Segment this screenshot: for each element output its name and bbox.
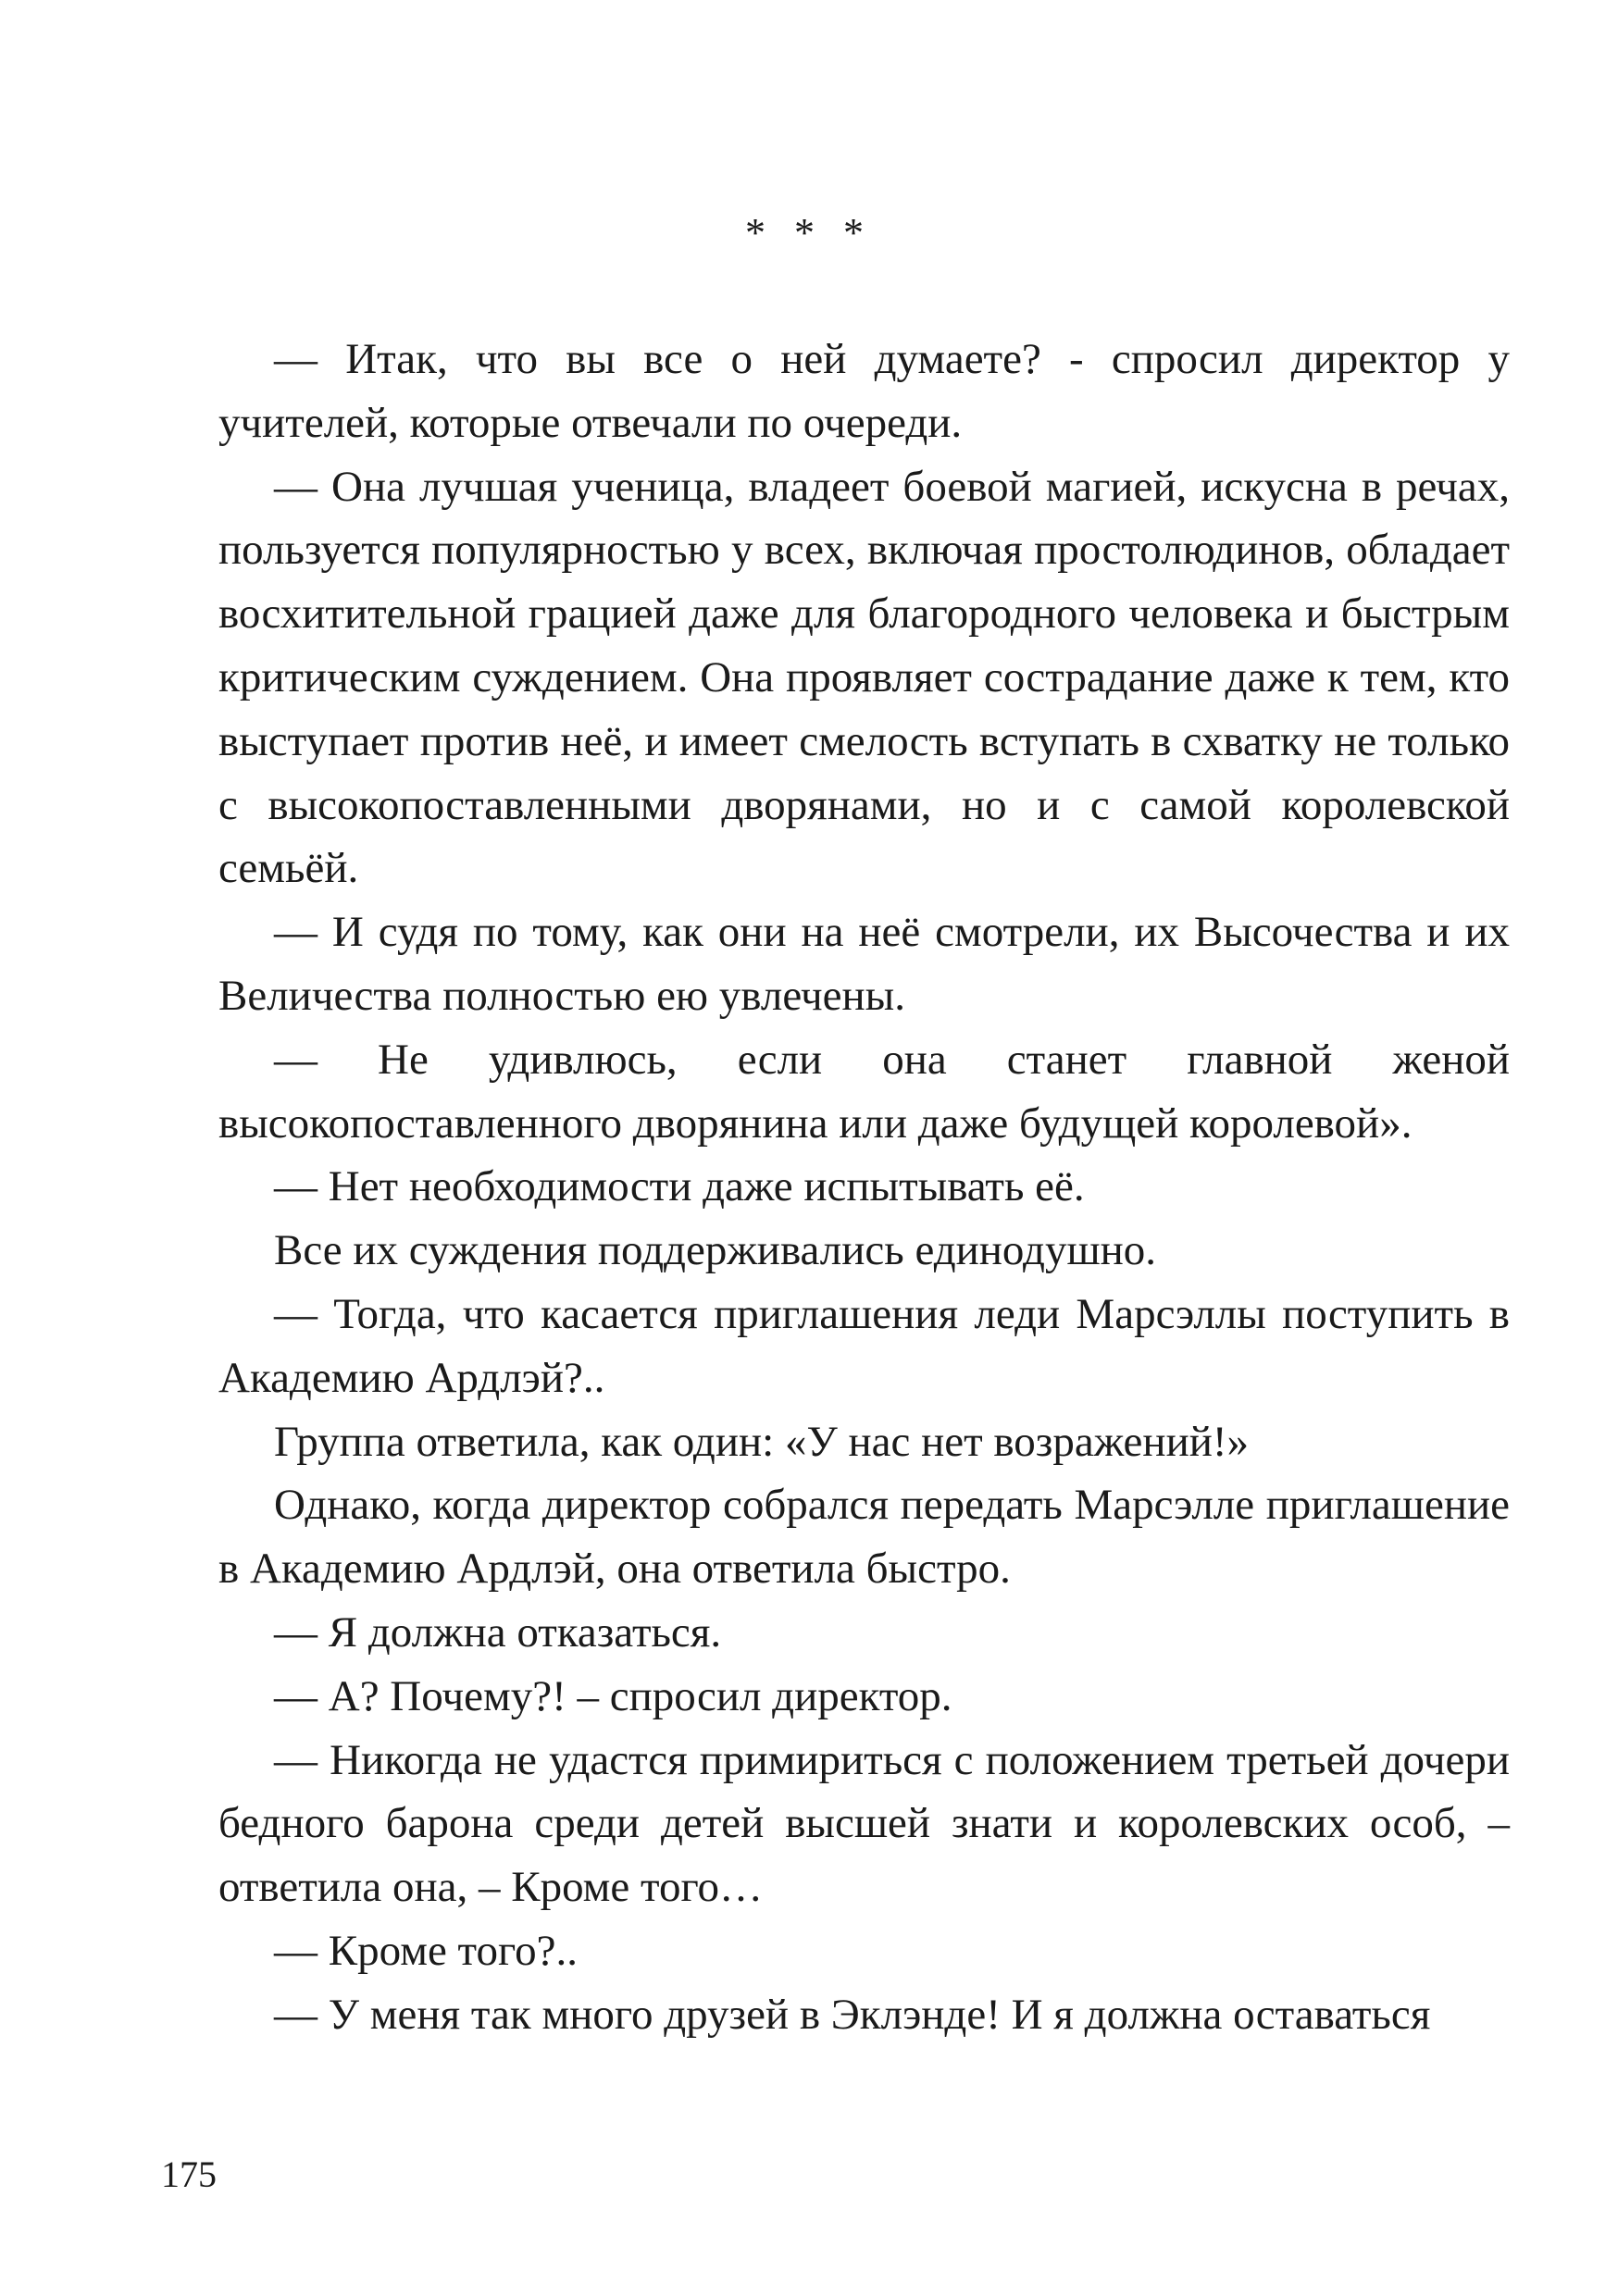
paragraph: — Кроме того?..: [274, 1926, 578, 1975]
paragraph: Все их суждения поддерживались единодушно.: [274, 1226, 1157, 1275]
paragraph: — Итак, что вы все о ней думаете? - спросил директор у учителей, которые отвечали по очереди.: [218, 335, 1510, 447]
paragraph: — А? Почему?! – спросил директор.: [274, 1671, 952, 1720]
page-number: 175: [161, 2153, 217, 2195]
paragraph: Однако, когда директор собрался передать Марсэлле приглашение в Академию Ардлэй, она ответила быстро.: [218, 1481, 1510, 1594]
paragraph: — У меня так много друзей в Эклэнде! И я должна оставаться: [274, 1990, 1431, 2039]
paragraph: — Никогда не удастся примириться с положением третьей дочери бедного барона среди детей высшей знати и королевских особ, – ответила она, – Кроме того…: [218, 1735, 1510, 1912]
paragraph: — Тогда, что касается приглашения леди Марсэллы поступить в Академию Ардлэй?..: [218, 1289, 1510, 1402]
section-separator: * * *: [745, 210, 873, 255]
paragraph: — Не удивлюсь, если она станет главной женой высокопоставленного дворянина или даже будущей королевой».: [218, 1035, 1510, 1148]
paragraph: — Нет необходимости даже испытывать её.: [274, 1162, 1085, 1211]
body-text: [218, 328, 1510, 2047]
paragraph: Группа ответила, как один: «У нас нет возражений!»: [274, 1417, 1250, 1466]
paragraph: — И судя по тому, как они на неё смотрели, их Высочества и их Величества полностью ею увлечены.: [218, 908, 1510, 1020]
paragraph: — Я должна отказаться.: [274, 1607, 722, 1657]
paragraph: — Она лучшая ученица, владеет боевой магией, искусна в речах, пользуется популярностью у всех, включая простолюдинов, обладает восхитительной грацией даже для благородного человека и быстрым критическим суждением. Она проявляет сострадание даже к тем, кто выступает против неё, и имеет смелость вступать в схватку не только с высокопоставленными дворянами, но и с самой королевской семьёй.: [218, 462, 1510, 893]
